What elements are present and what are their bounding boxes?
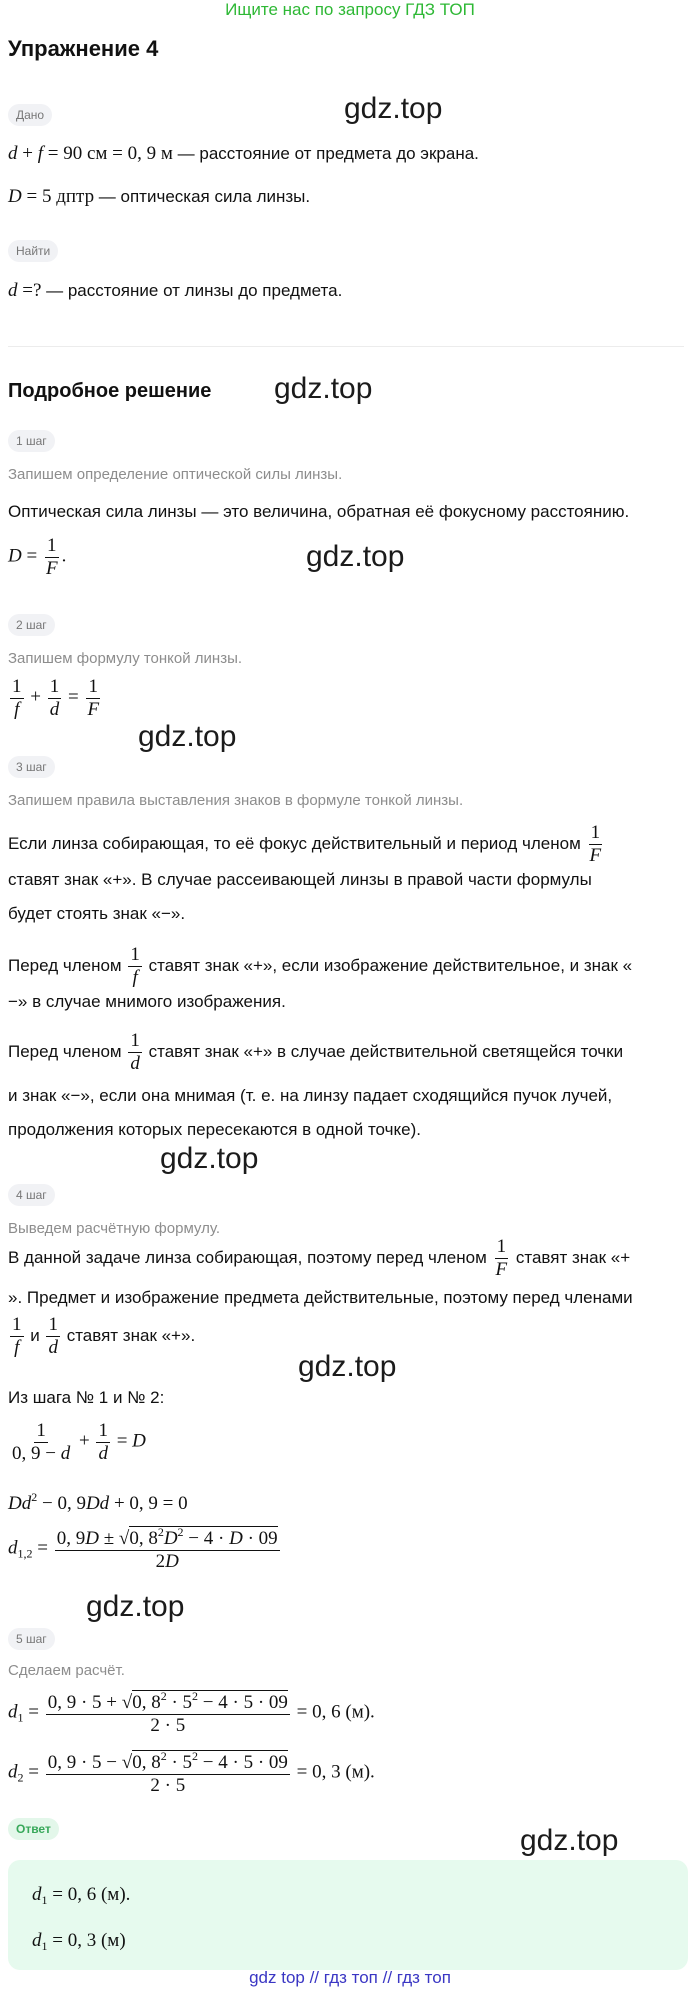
step3-p3-text-b: ставят знак «+» в случае действительной светящейся точки bbox=[148, 1041, 624, 1061]
watermark: gdz.top bbox=[298, 1350, 397, 1383]
step3-p2-line2: −» в случае мнимого изображения. bbox=[8, 992, 286, 1011]
step3-p3-line1 bbox=[8, 1030, 623, 1075]
step4-p1-text-b: ставят знак «+ bbox=[515, 1247, 631, 1267]
step5-badge: 5 шаг bbox=[8, 1628, 55, 1650]
step5-formula-1: $d_1$ = $\frac{0, 9 \cdot 5 + √0, 8^2 \cdot 5^2 - 4 \cdot 5 \cdot 09}{2 \cdot 5}$ = 0, 6 (м). bbox=[8, 1689, 375, 1736]
step3-p2-text-a: Перед членом bbox=[8, 955, 122, 975]
frac-1-d: $\frac{1}{d}$ bbox=[130, 1030, 140, 1074]
step3-p2-line1 bbox=[8, 944, 632, 989]
find-line bbox=[8, 280, 342, 302]
step3-p1-line1 bbox=[8, 822, 605, 867]
step4-formula-3: $d_{1,2}$ = $\frac{0, 9D \pm √0, 8^2D^2 - 4 \cdot D \cdot 09}{2D}$ bbox=[8, 1525, 278, 1572]
footer-links[interactable]: gdz top // гдз топ // гдз топ bbox=[249, 1968, 451, 1987]
step5-caption: Сделаем расчёт. bbox=[8, 1662, 125, 1679]
step3-badge: 3 шаг bbox=[8, 756, 55, 778]
step5-formula-2: $d_2$ = $\frac{0, 9 \cdot 5 - √0, 8^2 \cdot 5^2 - 4 \cdot 5 \cdot 09}{2 \cdot 5}$ = 0, 3 (м). bbox=[8, 1749, 375, 1796]
watermark: gdz.top bbox=[160, 1142, 259, 1175]
step3-p1-line3: будет стоять знак «−». bbox=[8, 904, 186, 923]
divider bbox=[8, 346, 684, 347]
step4-formula-1: $\frac{1}{0, 9 - d}$ + $\frac{1}{d}$ = D bbox=[12, 1420, 146, 1464]
step3-caption: Запишем правила выставления знаков в формуле тонкой линзы. bbox=[8, 792, 464, 809]
step2-formula: $\frac{1}{f}$ + $\frac{1}{d}$ = $\frac{1}{F}$ bbox=[12, 676, 100, 720]
step1-formula: D = $\frac{1}{F}$ . bbox=[8, 535, 67, 579]
step4-caption: Выведем расчётную формулу. bbox=[8, 1220, 221, 1237]
frac-1-f: $\frac{1}{f}$ bbox=[12, 1314, 22, 1358]
step4-p1-line1 bbox=[8, 1236, 630, 1281]
step3-p3-line2: и знак «−», если она мнимая (т. е. на линзу падает сходящийся пучок лучей, bbox=[8, 1086, 613, 1105]
step3-p3-line3: продолжения которых пересекаются в одной точке). bbox=[8, 1120, 421, 1139]
step4-p1-line2: ». Предмет и изображение предмета действительные, поэтому перед членами bbox=[8, 1288, 633, 1307]
solution-title: Подробное решение bbox=[8, 380, 212, 402]
given-badge: Дано bbox=[8, 104, 52, 126]
step4-p1-text-d: ставят знак «+». bbox=[66, 1325, 196, 1345]
step2-badge: 2 шаг bbox=[8, 614, 55, 636]
step4-formula-2: $Dd^2 - 0$, 9Dd + 0, 9 = 0 bbox=[8, 1490, 188, 1514]
step3-p3-text-a: Перед членом bbox=[8, 1041, 122, 1061]
given-line-power bbox=[8, 186, 310, 208]
step4-from-steps: Из шага № 1 и № 2: bbox=[8, 1388, 165, 1407]
step4-p1-text-a: В данной задаче линза собирающая, поэтому перед членом bbox=[8, 1247, 487, 1267]
and-word: и bbox=[30, 1325, 40, 1345]
step3-p2-text-b: ставят знак «+», если изображение действительное, и знак « bbox=[148, 955, 633, 975]
find-text: — расстояние от линзы до предмета. bbox=[41, 281, 343, 300]
page-title: Упражнение 4 bbox=[8, 36, 159, 61]
answer-line-1: $d_1 = 0$, 6 (м). bbox=[32, 1884, 131, 1907]
watermark: gdz.top bbox=[520, 1824, 619, 1857]
answer-badge: Ответ bbox=[8, 1818, 59, 1840]
frac-1-f: $\frac{1}{f}$ bbox=[130, 944, 140, 988]
step3-p1-line2: ставят знак «+». В случае рассеивающей линзы в правой части формулы bbox=[8, 870, 592, 889]
step2-caption: Запишем формулу тонкой линзы. bbox=[8, 650, 243, 667]
given-text-1: — расстояние от предмета до экрана. bbox=[172, 144, 479, 163]
top-banner: Ищите нас по запросу ГДЗ ТОП bbox=[225, 0, 475, 19]
step3-p1-text-a: Если линза собирающая, то её фокус действительный и период членом bbox=[8, 833, 581, 853]
step4-p1-line3 bbox=[8, 1314, 195, 1359]
find-formula: d =? bbox=[8, 280, 42, 301]
watermark: gdz.top bbox=[274, 372, 373, 405]
step4-badge: 4 шаг bbox=[8, 1184, 55, 1206]
find-badge: Найти bbox=[8, 240, 58, 262]
step1-badge: 1 шаг bbox=[8, 430, 55, 452]
answer-line-2: $d_1 = 0$, 3 (м) bbox=[32, 1930, 126, 1953]
watermark: gdz.top bbox=[138, 720, 237, 753]
step1-caption: Запишем определение оптической силы линзы. bbox=[8, 466, 343, 483]
watermark: gdz.top bbox=[344, 92, 443, 125]
step1-text: Оптическая сила линзы — это величина, обратная её фокусному расстоянию. bbox=[8, 502, 630, 521]
given-line-distance bbox=[8, 143, 479, 165]
given-formula-2: D = 5 дптр bbox=[8, 186, 95, 207]
given-formula-1: d + f = 90 см = 0, 9 м bbox=[8, 143, 173, 164]
frac-1-F: $\frac{1}{F}$ bbox=[589, 822, 602, 866]
watermark: gdz.top bbox=[86, 1590, 185, 1623]
frac-1-d: $\frac{1}{d}$ bbox=[48, 1314, 58, 1358]
watermark: gdz.top bbox=[306, 540, 405, 573]
given-text-2: — оптическая сила линзы. bbox=[94, 187, 311, 206]
frac-1-F: $\frac{1}{F}$ bbox=[495, 1236, 508, 1280]
